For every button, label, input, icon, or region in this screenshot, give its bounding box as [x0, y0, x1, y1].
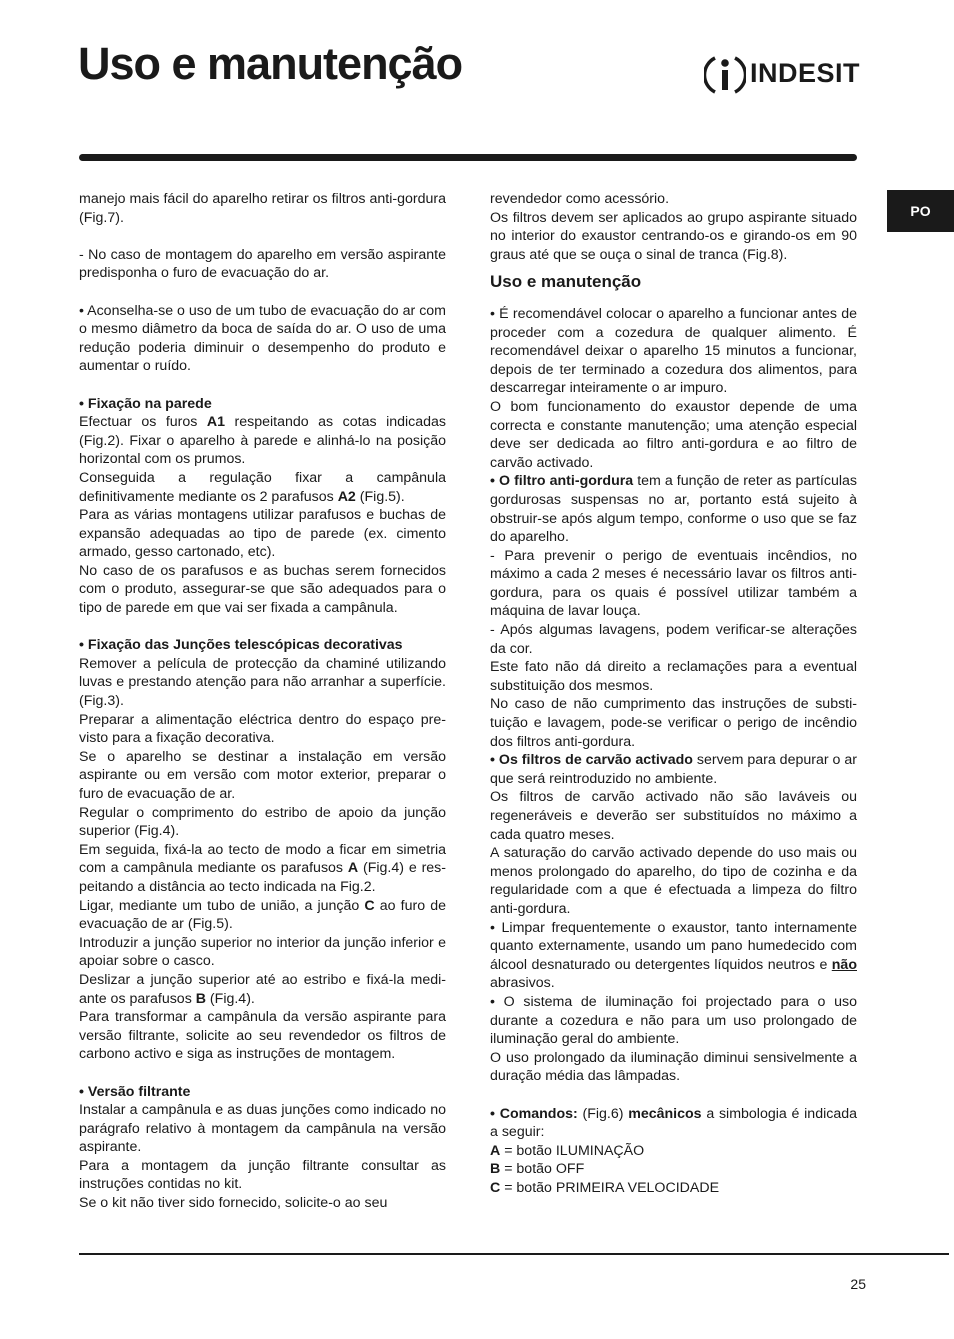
paragraph: Os filtros devem ser aplicados ao grupo aspirante situado no interior do exaustor centrando-os e girando-os em 90 graus até que se ouça o sinal de tranca (Fig.8).	[490, 209, 857, 263]
paragraph: Efectuar os furos A1 respeitando as cotas indicadas (Fig.2). Fixar o aparelho à parede e alinhá-lo na posição horizontal com os prumos.	[79, 414, 447, 468]
paragraph: - No caso de montagem do aparelho em versão aspirante predisponha o furo de evacuação do ar.	[79, 246, 446, 282]
indesit-logo-icon	[704, 52, 746, 98]
paragraph: Instalar a campânula e as duas junções como indicado no parágrafo relativo à montagem da campânula na versão aspirante.	[79, 1102, 446, 1156]
paragraph: A saturação do carvão activado depende do uso mais ou menos prolongado do aparelho, do tipo de cozinha e da regularidade com a que é efectuada a limpeza do filtro anti-gordura.	[490, 845, 857, 917]
paragraph: Este fato não dá direito a reclamações para a eventual substituição dos mesmos.	[490, 659, 857, 694]
section-heading: • Fixação na parede	[79, 395, 212, 412]
paragraph: • Os filtros de carvão activado servem para depurar o ar que será reintroduzido no ambiente.	[490, 752, 857, 787]
section-title: Uso e manutenção	[490, 272, 642, 292]
paragraph: Para transformar a campânula da versão aspirante para versão filtrante, solicite ao seu revendedor os filtros de carbono activo e siga as instruções de montagem.	[79, 1009, 446, 1063]
section-heading: • Versão filtrante	[79, 1083, 191, 1100]
paragraph: No caso de os parafusos e as buchas serem fornecidos com o produto, assegurar-se que são adequados para o tipo de parede em que vai ser fixada a campânula.	[79, 562, 446, 617]
paragraph: Introduzir a junção superior no interior da junção inferior e apoiar sobre o casco.	[79, 934, 446, 970]
paragraph: Preparar a alimentação eléctrica dentro do espaço pre-visto para a fixação decorativa.	[79, 711, 446, 747]
footer-divider	[79, 1253, 949, 1255]
paragraph: Ligar, mediante um tubo de união, a junção C ao furo de evacuação de ar (Fig.5).	[79, 897, 446, 933]
paragraph: - Para prevenir o perigo de eventuais incêndios, no máximo a cada 2 meses é necessário lavar os filtros anti-gordura, para os quais é possível utilizar também a máquina de lavar louça.	[490, 547, 857, 620]
paragraph: No caso de não cumprimento das instruções de substi-tuição e lavagem, pode-se verificar o perigo de incêndio dos filtros anti-gordura.	[490, 696, 857, 750]
paragraph: Para a montagem da junção filtrante consultar as instruções contidas no kit.	[79, 1157, 446, 1193]
paragraph: - Após algumas lavagens, podem verificar-se alterações da cor.	[490, 622, 857, 657]
paragraph: Conseguida a regulação fixar a campânula definitivamente mediante os 2 parafusos A2 (Fig.5).	[79, 469, 446, 505]
button-legend-item: C = botão PRIMEIRA VELOCIDADE	[490, 1179, 720, 1196]
button-legend-item: B = botão OFF	[490, 1161, 585, 1178]
brand-logo	[704, 52, 869, 98]
page-title: Uso e manutenção	[78, 38, 463, 89]
paragraph: O uso prolongado da iluminação diminui sensivelmente a duração média das lâmpadas.	[490, 1049, 857, 1085]
page-number: 25	[850, 1276, 866, 1292]
paragraph: Os filtros de carvão activado não são laváveis ou regeneráveis e deverão ser substituídos no máximo a cada quatro meses.	[490, 789, 857, 843]
paragraph: Se o kit não tiver sido fornecido, solicite-o ao seu	[79, 1195, 388, 1212]
header-divider	[79, 154, 857, 161]
paragraph: revendedor como acessório.	[490, 191, 670, 207]
right-column	[490, 190, 857, 1197]
language-tab: PO	[887, 190, 954, 232]
paragraph: • Comandos: (Fig.6) mecânicos a simbologia é indicada a seguir:	[490, 1105, 858, 1141]
paragraph: • Limpar frequentemente o exaustor, tanto internamente quanto externamente, usando um pano humedecido com álcool desnaturado ou detergentes líquidos neutros e não abrasivos.	[490, 919, 857, 992]
paragraph: Regular o comprimento do estribo de apoio da junção superior (Fig.4).	[79, 804, 446, 840]
paragraph: O bom funcionamento do exaustor depende de uma correcta e constante manutenção; uma atenção especial deve ser dedicada ao filtro anti-gordura e ao filtro de carvão activado.	[490, 398, 857, 471]
paragraph: Se o aparelho se destinar a instalação em versão aspirante ou em versão com motor exterior, preparar o furo de evacuação de ar.	[79, 748, 446, 802]
paragraph: manejo mais fácil do aparelho retirar os filtros anti-gordura (Fig.7).	[79, 191, 446, 226]
paragraph: Para as várias montagens utilizar parafusos e buchas de expansão adequadas ao tipo de parede (ex. cimento armado, gesso cartonado, etc).	[79, 507, 446, 561]
section-heading: • Fixação das Junções telescópicas decorativas	[79, 637, 403, 654]
paragraph: • É recomendável colocar o aparelho a funcionar antes de proceder com a cozedura de qualquer alimento. É recomendável deixar o aparelho 15 minutos a funcionar, depois de ter terminado a cozedura dos alimentos, para descarregar inteiramente o ar impuro.	[490, 305, 857, 397]
left-column	[79, 190, 446, 1213]
paragraph: Remover a película de protecção da chaminé utilizando luvas e prestando atenção para não arranhar a superfície. (Fig.3).	[79, 655, 446, 710]
paragraph: Em seguida, fixá-la ao tecto de modo a ficar em simetria com a campânula mediante os parafusos A (Fig.4) e res-peitando a distância ao tecto indicada na Fig.2.	[79, 841, 446, 895]
paragraph: • O sistema de iluminação foi projectado para o uso durante a cozedura e não para um uso prolongado de iluminação geral do ambiente.	[490, 993, 857, 1048]
paragraph: • O filtro anti-gordura tem a função de reter as partículas gordurosas suspensas no ar, portanto está sujeito à obstruir-se após algum tempo, conforme o uso que se faz do aparelho.	[490, 473, 857, 546]
button-legend-item: A = botão ILUMINAÇÃO	[490, 1142, 645, 1159]
paragraph: • Aconselha-se o uso de um tubo de evacuação do ar com o mesmo diâmetro da boca de saída do ar. O uso de uma redução poderia diminuir o desempenho do produto e aumentar o ruído.	[79, 302, 446, 375]
paragraph: Deslizar a junção superior até ao estribo e fixá-la medi-ante os parafusos B (Fig.4).	[79, 971, 446, 1007]
brand-name: INDESIT	[750, 58, 861, 88]
